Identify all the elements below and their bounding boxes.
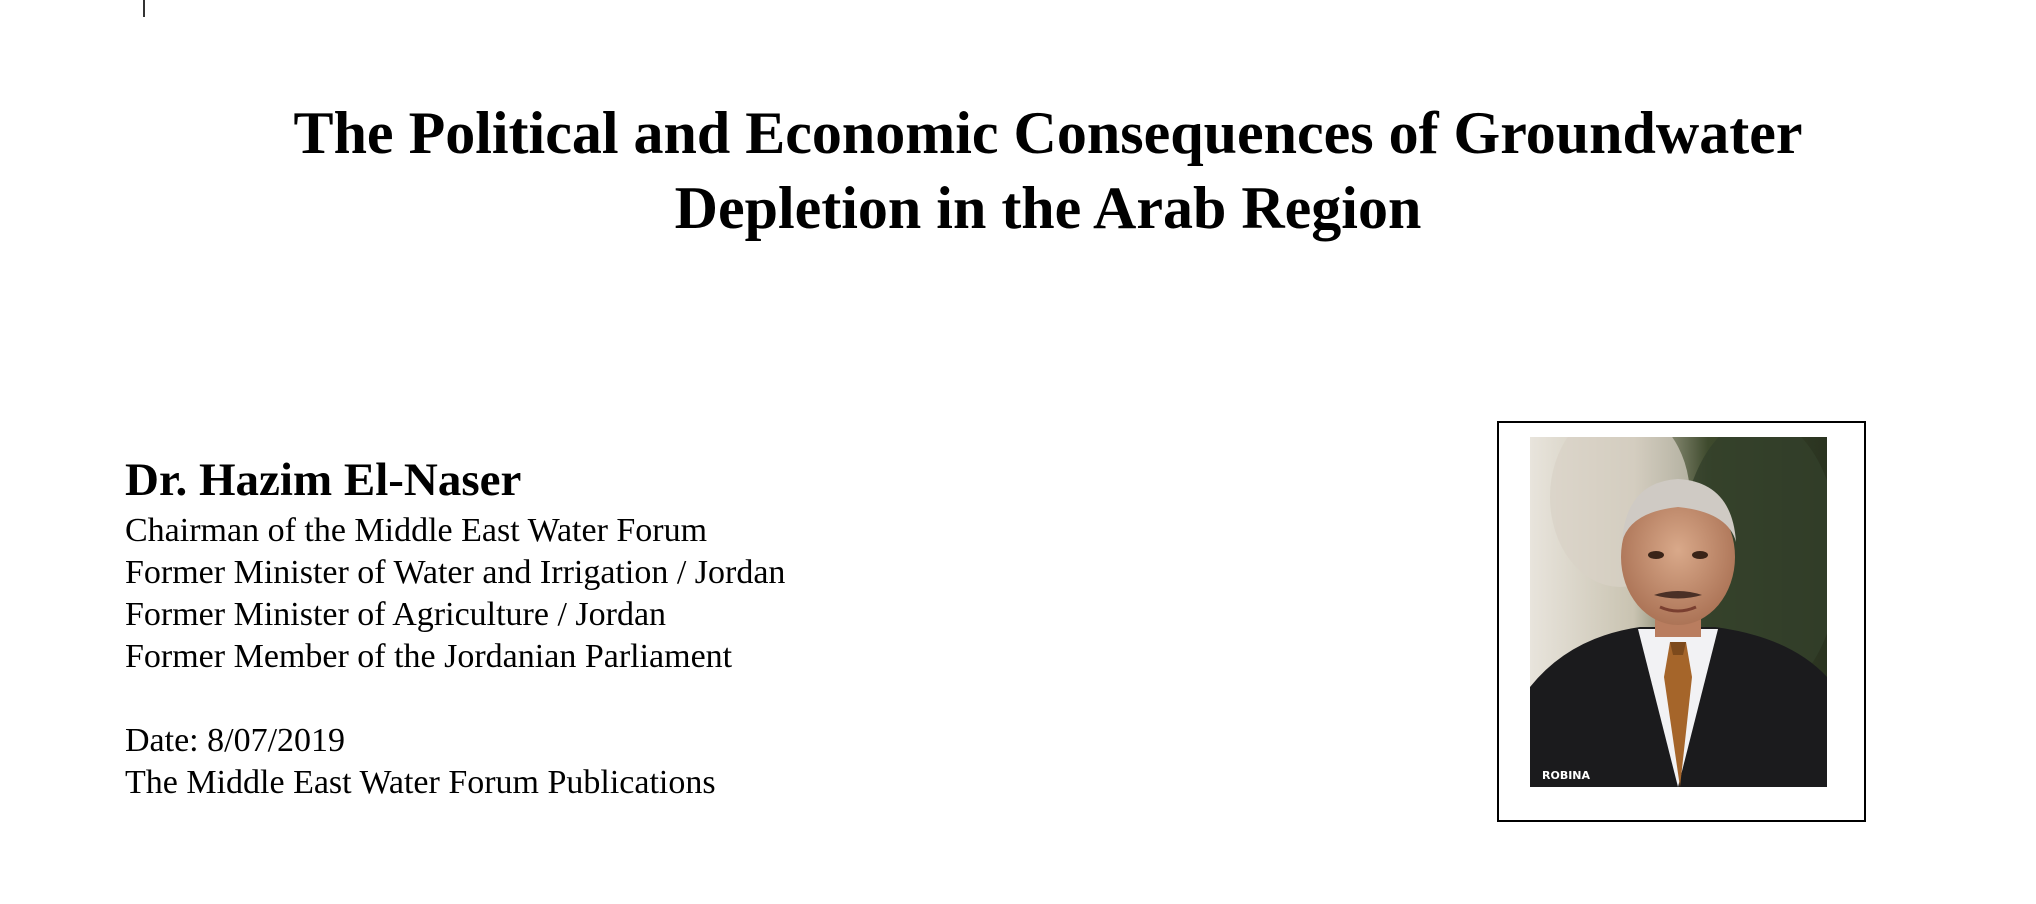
author-role: Former Minister of Agriculture / Jordan [125,596,667,633]
document-title [130,96,1966,246]
spacer [125,678,1225,720]
author-photo-frame [1497,421,1866,822]
author-block [125,450,1225,804]
author-role: Chairman of the Middle East Water Forum [125,512,708,549]
publication-date: Date: 8/07/2019 [125,722,346,759]
photo-watermark: ROBINA [1542,769,1591,782]
author-role: Former Member of the Jordanian Parliament [125,638,733,675]
author-role: Former Minister of Water and Irrigation / Jordan [125,554,786,591]
title-line-1: The Political and Economic Consequences of Groundwater [293,100,1803,166]
publisher-name: The Middle East Water Forum Publications [125,764,716,801]
title-line-2: Depletion in the Arab Region [674,175,1422,241]
author-name: Dr. Hazim El-Naser [125,454,522,506]
author-portrait-photo [1530,437,1827,787]
text-cursor-mark [143,0,145,17]
